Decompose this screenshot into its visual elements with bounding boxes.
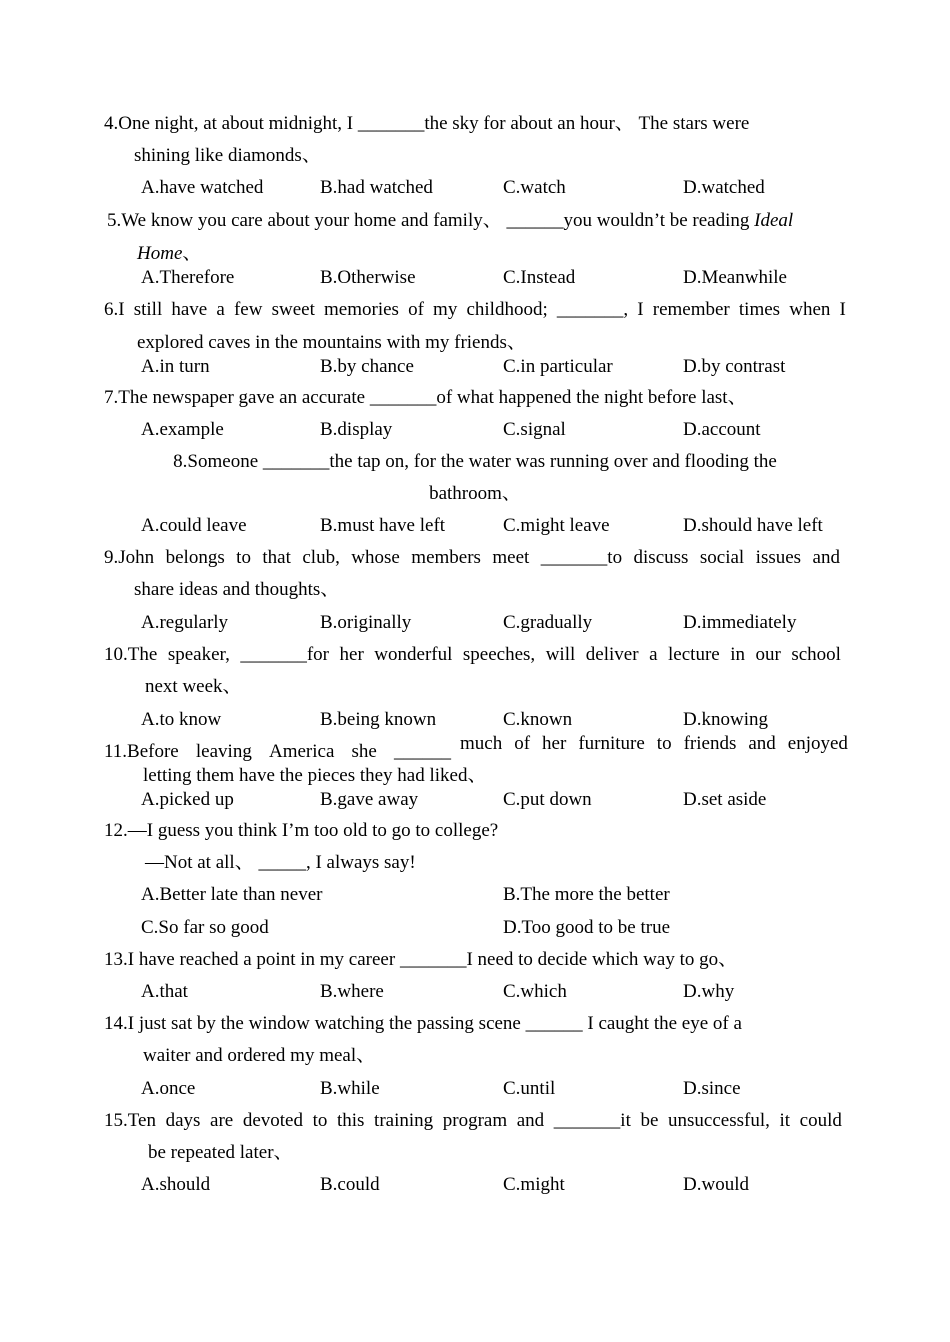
q5-option-b: B.Otherwise — [320, 267, 416, 288]
question-4-stem: 4.One night, at about midnight, I _______the sky for about an hour、 The stars were — [104, 113, 750, 134]
word: of — [408, 299, 424, 320]
word: times — [738, 299, 781, 320]
word: memories — [324, 299, 399, 320]
question-14-stem: 14.I just sat by the window watching the passing scene ______ I caught the eye of a — [104, 1013, 742, 1034]
question-5-stem — [107, 209, 793, 233]
word: few — [233, 299, 263, 320]
q6-option-a: A.in turn — [141, 356, 210, 377]
q7-option-b: B.display — [320, 419, 393, 440]
q6-option-b: B.by chance — [320, 356, 414, 377]
word: my — [433, 299, 458, 320]
word: our — [755, 644, 781, 665]
question-10-stem-cont: next week、 — [145, 676, 242, 697]
word: will — [545, 644, 576, 665]
word: childhood; — [466, 299, 548, 320]
word: program — [442, 1110, 508, 1131]
question-5-stem-cont — [137, 242, 201, 266]
word: be — [640, 1110, 659, 1131]
word: enjoyed — [787, 733, 848, 754]
q8-option-d: D.should have left — [683, 515, 823, 536]
question-8-stem-cont: bathroom、 — [429, 483, 521, 504]
q4-option-a: A.have watched — [141, 177, 264, 198]
word: could — [799, 1110, 842, 1131]
word: furniture — [578, 733, 645, 754]
q15-option-b: B.could — [320, 1174, 380, 1195]
word: speaker, — [167, 644, 230, 665]
word: I — [839, 299, 846, 320]
word: a — [216, 299, 225, 320]
question-9-stem — [104, 546, 840, 570]
q4-option-c: C.watch — [503, 177, 566, 198]
word: have — [171, 299, 208, 320]
q13-option-d: D.why — [683, 981, 735, 1002]
q9-option-a: A.regularly — [141, 612, 229, 633]
question-15-stem — [104, 1109, 842, 1133]
word: still — [133, 299, 163, 320]
q5-punct: 、 — [182, 243, 202, 264]
q7-option-d: D.account — [683, 419, 761, 440]
q15-option-d: D.would — [683, 1174, 749, 1195]
word: friends — [683, 733, 737, 754]
word: her — [339, 644, 364, 665]
q4-option-d: D.watched — [683, 177, 765, 198]
word: this — [336, 1110, 365, 1131]
q13-option-b: B.where — [320, 981, 384, 1002]
q14-option-b: B.while — [320, 1078, 380, 1099]
question-12-reply: —Not at all、 _____, I always say! — [145, 852, 416, 873]
word: 6.I — [104, 299, 125, 320]
word: school — [791, 644, 841, 665]
q12-option-d: D.Too good to be true — [503, 917, 671, 938]
word: much — [460, 733, 503, 754]
q8-option-b: B.must have left — [320, 515, 446, 536]
word: club, — [302, 547, 340, 568]
question-11-stem-cont: letting them have the pieces they had liked、 — [143, 765, 487, 786]
q5-option-a: A.Therefore — [141, 267, 235, 288]
question-11-stem-part1 — [104, 740, 451, 764]
word: and — [748, 733, 776, 754]
q15-option-a: A.should — [141, 1174, 211, 1195]
word: members — [411, 547, 481, 568]
word: meet — [492, 547, 530, 568]
word: and — [516, 1110, 545, 1131]
q8-option-c: C.might leave — [503, 515, 610, 536]
word: sweet — [271, 299, 315, 320]
word: speeches, — [462, 644, 536, 665]
word: ______ — [393, 741, 451, 762]
word: remember — [652, 299, 730, 320]
question-10-stem — [104, 643, 841, 667]
q10-option-d: D.knowing — [683, 709, 768, 730]
word: _______for — [240, 644, 329, 665]
word: social — [699, 547, 745, 568]
word: _______, — [556, 299, 629, 320]
word: of — [514, 733, 531, 754]
q7-option-c: C.signal — [503, 419, 566, 440]
word: when — [789, 299, 831, 320]
word: a — [649, 644, 658, 665]
q12-option-a: A.Better late than never — [141, 884, 323, 905]
word: her — [542, 733, 567, 754]
q12-option-c: C.So far so good — [141, 917, 269, 938]
q9-option-d: D.immediately — [683, 612, 797, 633]
q10-option-b: B.being known — [320, 709, 437, 730]
word: that — [262, 547, 291, 568]
question-6-stem — [104, 298, 846, 322]
word: discuss — [633, 547, 689, 568]
word: issues — [755, 547, 802, 568]
question-15-stem-cont: be repeated later、 — [148, 1142, 293, 1163]
word: in — [730, 644, 745, 665]
q10-option-a: A.to know — [141, 709, 222, 730]
question-14-stem-cont: waiter and ordered my meal、 — [143, 1045, 376, 1066]
word: devoted — [242, 1110, 303, 1131]
word: are — [210, 1110, 234, 1131]
q9-option-b: B.originally — [320, 612, 412, 633]
q6-option-c: C.in particular — [503, 356, 613, 377]
question-11-stem-part2 — [460, 732, 848, 756]
q5-title-italic-cont: Home — [137, 243, 183, 264]
word: belongs — [165, 547, 225, 568]
word: 15.Ten — [104, 1110, 156, 1131]
q5-title-italic: Ideal — [754, 210, 794, 231]
q9-option-c: C.gradually — [503, 612, 593, 633]
q13-option-c: C.which — [503, 981, 567, 1002]
q10-option-c: C.known — [503, 709, 573, 730]
q5-text: 5.We know you care about your home and family、 ______you wouldn’t be reading — [107, 210, 755, 231]
word: _______it — [553, 1110, 631, 1131]
q4-option-b: B.had watched — [320, 177, 433, 198]
question-7-stem: 7.The newspaper gave an accurate _______of what happened the night before last、 — [104, 387, 747, 408]
q5-option-c: C.Instead — [503, 267, 576, 288]
q15-option-c: C.might — [503, 1174, 565, 1195]
word: days — [165, 1110, 201, 1131]
question-9-stem-cont: share ideas and thoughts、 — [134, 579, 340, 600]
q14-option-d: D.since — [683, 1078, 741, 1099]
q8-option-a: A.could leave — [141, 515, 247, 536]
word: it — [779, 1110, 791, 1131]
q11-option-b: B.gave away — [320, 789, 419, 810]
q14-option-a: A.once — [141, 1078, 196, 1099]
q7-option-a: A.example — [141, 419, 224, 440]
word: whose — [351, 547, 400, 568]
word: lecture — [668, 644, 720, 665]
word: 9.John — [104, 547, 155, 568]
word: training — [374, 1110, 434, 1131]
question-4-stem-cont: shining like diamonds、 — [134, 145, 321, 166]
word: 10.The — [104, 644, 158, 665]
q11-option-a: A.picked up — [141, 789, 234, 810]
q11-option-d: D.set aside — [683, 789, 767, 810]
q5-option-d: D.Meanwhile — [683, 267, 787, 288]
word: to — [236, 547, 251, 568]
question-13-stem: 13.I have reached a point in my career _______I need to decide which way to go、 — [104, 949, 738, 970]
word: to — [656, 733, 672, 754]
word: wonderful — [374, 644, 453, 665]
word: leaving — [195, 741, 252, 762]
word: she — [351, 741, 377, 762]
q13-option-a: A.that — [141, 981, 188, 1002]
word: I — [637, 299, 644, 320]
word: to — [312, 1110, 328, 1131]
question-6-stem-cont: explored caves in the mountains with my friends、 — [137, 332, 526, 353]
word: 11.Before — [104, 741, 179, 762]
question-12-stem: 12.—I guess you think I’m too old to go to college? — [104, 820, 499, 841]
word: and — [812, 547, 840, 568]
word: unsuccessful, — [668, 1110, 770, 1131]
question-8-stem: 8.Someone _______the tap on, for the water was running over and flooding the — [173, 451, 777, 472]
q11-option-c: C.put down — [503, 789, 592, 810]
word: deliver — [585, 644, 639, 665]
q12-option-b: B.The more the better — [503, 884, 670, 905]
q14-option-c: C.until — [503, 1078, 556, 1099]
q6-option-d: D.by contrast — [683, 356, 786, 377]
word: America — [268, 741, 335, 762]
word: _______to — [540, 547, 623, 568]
